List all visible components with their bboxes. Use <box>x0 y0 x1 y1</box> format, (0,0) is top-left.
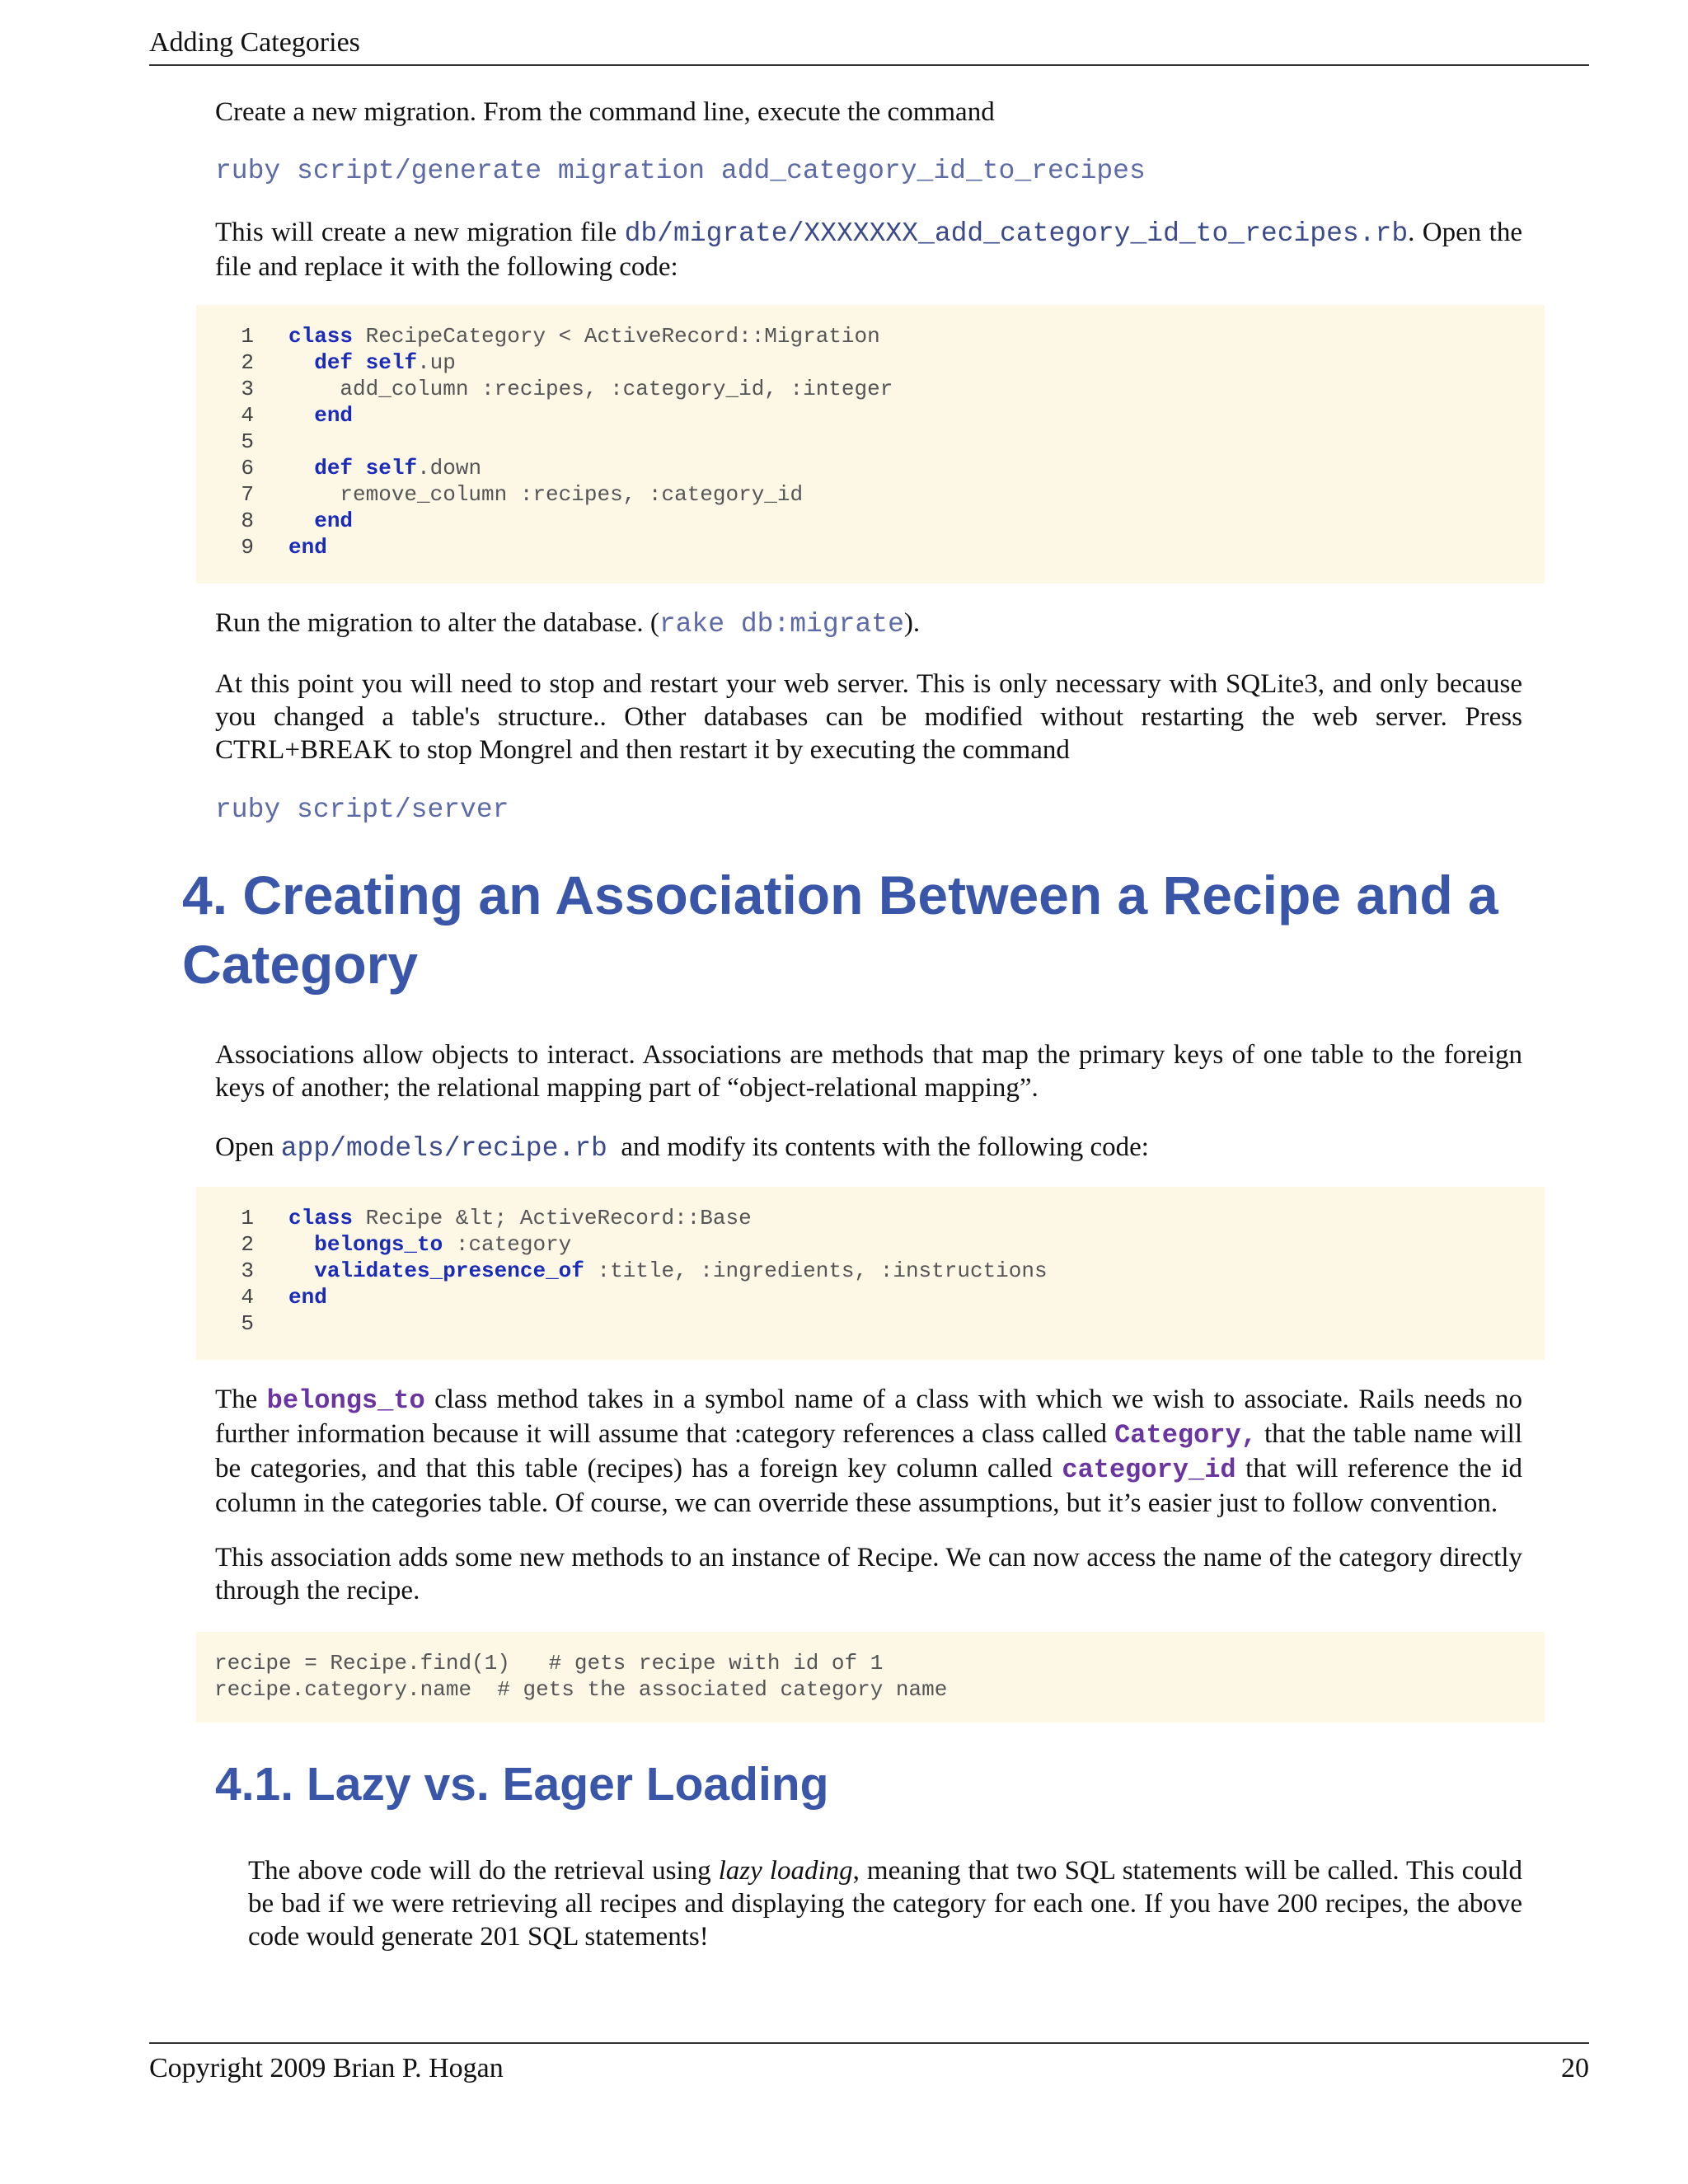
code-keyword: self <box>365 456 418 480</box>
page-header <box>149 25 1589 66</box>
line-number: 8 <box>241 509 254 533</box>
line-number: 2 <box>241 1232 254 1257</box>
text: that the table name will be categories, and that this table (recipes) has a foreign key column called <box>215 1419 1522 1483</box>
code-keyword: end <box>314 403 354 428</box>
text: and modify its contents with the following code: <box>607 1132 1149 1162</box>
code-token <box>353 350 366 375</box>
footer-copyright: Copyright 2009 Brian P. Hogan <box>149 2053 504 2083</box>
line-number: 6 <box>241 456 254 480</box>
line-number: 5 <box>241 1311 254 1336</box>
line-number: 3 <box>241 1258 254 1283</box>
text: , meaning that two SQL statements will be called. This could be bad if we were retrieving all recipes and displaying the category for each one. If you have 200 recipes, the above code would generate 201 SQL statements! <box>248 1856 1522 1952</box>
code-line <box>196 1231 1545 1258</box>
code-token: .up <box>417 350 456 375</box>
code-keyword: end <box>314 509 354 533</box>
code-block-recipe-model <box>196 1187 1545 1360</box>
command-generate-migration: ruby script/generate migration add_category_id_to_recipes <box>215 156 1146 186</box>
code-block-usage <box>196 1632 1545 1722</box>
paragraph-open-recipe-model <box>215 1131 1522 1165</box>
code-token <box>353 456 366 480</box>
code-line <box>196 376 1545 402</box>
text: Run the migration to alter the database. ( <box>215 608 659 638</box>
code-line <box>196 429 1545 455</box>
line-number: 3 <box>241 377 254 401</box>
subsection-heading: 4.1. Lazy vs. Eager Loading <box>215 1758 829 1811</box>
code-line: recipe = Recipe.find(1) # gets recipe with id of 1 <box>214 1651 884 1675</box>
code-keyword: self <box>365 350 418 375</box>
text: that will reference the id column in the categories table. Of course, we can override these assumptions, but it’s easier just to follow convention. <box>215 1454 1522 1518</box>
code-token: RecipeCategory < ActiveRecord::Migration <box>353 324 880 349</box>
line-number: 9 <box>241 535 254 560</box>
code-line <box>196 1310 1545 1337</box>
code-token <box>288 403 314 428</box>
code-text <box>288 1258 1048 1284</box>
code-line <box>196 323 1545 349</box>
code-line <box>196 402 1545 429</box>
code-token <box>288 1232 314 1257</box>
code-text <box>288 508 353 534</box>
inline-keyword-category: Category, <box>1114 1420 1257 1451</box>
code-line <box>196 481 1545 508</box>
paragraph-run-migration <box>215 607 1522 641</box>
code-token: :title, :ingredients, :instructions <box>584 1258 1048 1283</box>
code-token: add_column :recipes, :category_id, :integer <box>288 377 893 401</box>
line-number: 4 <box>241 1285 254 1310</box>
paragraph-migration-file <box>215 216 1522 284</box>
line-number: 5 <box>241 429 254 454</box>
code-token <box>288 456 314 480</box>
code-text <box>288 402 353 429</box>
code-text <box>288 323 880 349</box>
code-text <box>288 349 456 376</box>
inline-code-recipe-path: app/models/recipe.rb <box>280 1133 607 1164</box>
code-token <box>288 1258 314 1283</box>
code-token <box>288 509 314 533</box>
code-block-migration <box>196 305 1545 583</box>
code-line <box>196 1284 1545 1310</box>
command-script-server: ruby script/server <box>215 794 509 825</box>
code-line <box>196 1258 1545 1284</box>
code-text <box>288 455 481 481</box>
inline-code-migration-path: db/migrate/XXXXXXX_add_category_id_to_recipes.rb <box>624 218 1409 249</box>
code-text <box>288 534 327 560</box>
code-keyword: end <box>288 1285 327 1310</box>
section-heading: 4. Creating an Association Between a Recipe and a Category <box>182 865 1498 995</box>
inline-keyword-belongs-to: belongs_to <box>266 1385 425 1416</box>
code-token: .down <box>417 456 482 480</box>
code-line <box>196 534 1545 560</box>
paragraph-belongs-to <box>215 1383 1522 1520</box>
paragraph-lazy-loading <box>248 1854 1522 1953</box>
code-keyword: class <box>288 324 354 349</box>
code-line <box>196 455 1545 481</box>
code-token <box>288 350 314 375</box>
text: ). <box>903 608 921 638</box>
line-number: 2 <box>241 350 254 375</box>
text: The above code will do the retrieval using <box>248 1856 719 1886</box>
code-keyword: class <box>288 1206 354 1230</box>
paragraph-restart-server: At this point you will need to stop and restart your web server. This is only necessary with SQLite3, and only because you changed a table's structure.. Other databases can be modified without restarting the web server. Press CTRL+BREAK to stop Mongrel and then restart it by executing the command <box>215 669 1522 765</box>
page-footer <box>149 2042 1589 2087</box>
code-text <box>288 1284 327 1310</box>
code-line <box>196 1205 1545 1231</box>
code-text <box>288 481 803 508</box>
paragraph-create-migration: Create a new migration. From the command line, execute the command <box>215 97 995 127</box>
code-text <box>288 1231 571 1258</box>
paragraph-associations: Associations allow objects to interact. Associations are methods that map the primary keys of one table to the foreign keys of another; the relational mapping part of “object-relational mapping”. <box>215 1040 1522 1103</box>
line-number: 7 <box>241 482 254 507</box>
code-text <box>288 1205 752 1231</box>
header-title: Adding Categories <box>149 27 360 58</box>
line-number: 4 <box>241 403 254 428</box>
code-token: :category <box>443 1232 572 1257</box>
paragraph-new-methods: This association adds some new methods to an instance of Recipe. We can now access the name of the category directly through the recipe. <box>215 1543 1522 1605</box>
inline-code-rake: rake db:migrate <box>659 609 904 640</box>
code-keyword: validates_presence_of <box>314 1258 584 1283</box>
text: The <box>215 1385 267 1414</box>
code-line <box>196 508 1545 534</box>
code-keyword: def <box>314 350 354 375</box>
page-number: 20 <box>1561 2053 1589 2083</box>
text: . Open the file and replace it with the following code: <box>215 218 1522 282</box>
code-token: remove_column :recipes, :category_id <box>288 482 804 507</box>
text: class method takes in a symbol name of a class with which we wish to associate. Rails needs no further information because it will assume that :category references a class called <box>215 1385 1522 1449</box>
code-text <box>288 376 893 402</box>
code-keyword: belongs_to <box>314 1232 443 1257</box>
line-number: 1 <box>241 324 254 349</box>
code-line: recipe.category.name # gets the associated category name <box>214 1677 948 1702</box>
code-token: Recipe &lt; ActiveRecord::Base <box>353 1206 752 1230</box>
inline-keyword-category-id: category_id <box>1062 1455 1236 1485</box>
line-number: 1 <box>241 1206 254 1230</box>
text: Open <box>215 1132 281 1162</box>
code-keyword: end <box>288 535 327 560</box>
code-keyword: def <box>314 456 354 480</box>
emphasis-lazy-loading: lazy loading <box>718 1856 853 1886</box>
text: This will create a new migration file <box>215 218 625 247</box>
code-line <box>196 349 1545 376</box>
